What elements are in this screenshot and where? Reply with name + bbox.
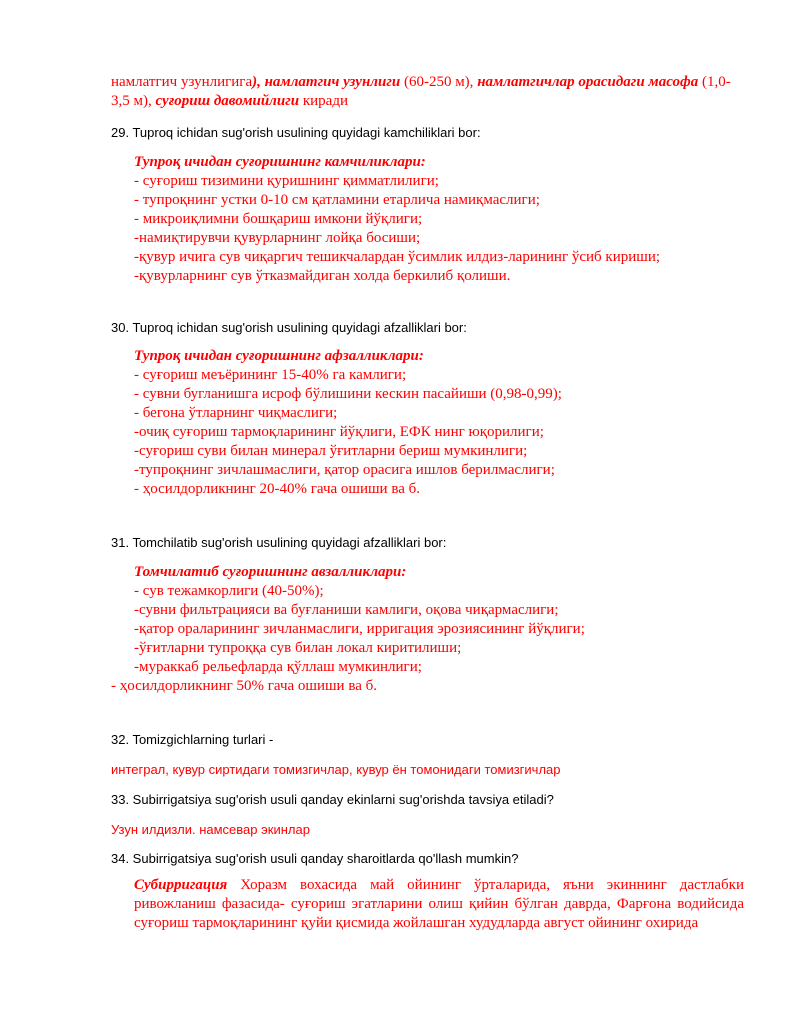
list-item: - сув тежамкорлиги (40-50%); [134,583,324,599]
list-item: - суғориш тизимини қуришнинг қимматлилиги; [134,173,439,189]
answer-34-paragraph [134,876,744,933]
intro-term-duration: суғориш давомийлиги [155,93,300,109]
question-30: 30. Tuproq ichidan sug'orish usulining quyidagi afzalliklari bor: [111,320,467,335]
question-33: 33. Subirrigatsiya sug'orish usuli qanday ekinlarni sug'orishda tavsiya etiladi? [111,792,554,807]
list-item: -тупроқнинг зичлашмаслиги, қатор орасига ишлов берилмаслиги; [134,462,555,478]
answer-30 [134,347,754,499]
intro-length-value: (60-250 м), [400,74,478,90]
list-item: - ҳосилдорликнинг 20-40% гача ошиши ва б. [134,481,420,497]
answer-31-heading: Томчилатиб суғоришнинг авзалликлари: [134,564,407,580]
list-item: -очиқ суғориш тармоқларининг йўқлиги, ЕФК нинг юқорилиги; [134,424,544,440]
list-item: -қувур ичига сув чиқаргич тешикчалардан ўсимлик илдиз-ларининг ўсиб кириши; [134,249,661,265]
list-item: -қатор ораларининг зичланмаслиги, ирригация эрозиясининг йўқлиги; [134,621,585,637]
intro-text-1: намлатгич узунлигига [111,74,253,90]
question-31: 31. Tomchilatib sug'orish usulining quyidagi afzalliklari bor: [111,535,447,550]
list-item: -суғориш суви билан минерал ўғитларни бериш мумкинлиги; [134,443,528,459]
answer-31 [111,563,754,696]
answer-30-heading: Тупроқ ичидан суғоришнинг афзалликлари: [134,348,424,364]
answer-32: интеграл, кувур сиртидаги томизгичлар, кувур ён томонидаги томизгичлар [111,762,561,777]
list-item: - ҳосилдорликнинг 50% гача ошиши ва б. [111,678,377,694]
list-item: - микроиқлимни бошқариш имкони йўқлиги; [134,211,423,227]
list-item: -сувни фильтрацияси ва буғланиши камлиги, оқова чиқармаслиги; [134,602,559,618]
answer-29-heading: Тупроқ ичидан суғоришнинг камчиликлари: [134,154,426,170]
answer-34-text: Хоразм вохасида май ойининг ўрталарида, яъни экиннинг дастлабки ривожланиш фазасида- суғориш эгатларини олиш қийин бўлган даврда, Фарғона водийсида суғориш тармоқларининг қуйи қисмида жойлашган худудларда август ойининг охирида [134,877,744,931]
list-item: - сувни бугланишга исроф бўлишини кескин пасайиши (0,98-0,99); [134,386,562,402]
list-item: -ўғитларни тупроққа сув билан локал киритилиши; [134,640,462,656]
list-item: - тупроқнинг устки 0-10 см қатламини етарлича намиқмаслиги; [134,192,540,208]
intro-paragraph [111,73,731,111]
question-32: 32. Tomizgichlarning turlari - [111,732,274,747]
intro-paren: ), [252,74,265,90]
list-item: - суғориш меъёрининг 15-40% га камлиги; [134,367,407,383]
list-item: -мураккаб рельефларда қўллаш мумкинлиги; [134,659,422,675]
intro-ending: киради [299,93,348,109]
list-item: -қувурларнинг сув ўтказмайдиган холда беркилиб қолиши. [134,268,511,284]
list-item: - бегона ўтларнинг чиқмаслиги; [134,405,338,421]
intro-term-length: намлатгич узунлиги [264,74,401,90]
answer-29 [134,153,754,286]
list-item: -намиқтирувчи қувурларнинг лойқа босиши; [134,230,421,246]
answer-33: Узун илдизли. намсевар экинлар [111,822,310,837]
intro-spacing-value: (1,0-3,5 м), [111,74,731,109]
intro-term-spacing: намлатгичлар орасидаги масофа [477,74,699,90]
question-34: 34. Subirrigatsiya sug'orish usuli qanday sharoitlarda qo'llash mumkin? [111,851,519,866]
answer-34-term: Субирригация [134,877,228,893]
question-29: 29. Tuproq ichidan sug'orish usulining quyidagi kamchiliklari bor: [111,125,481,140]
